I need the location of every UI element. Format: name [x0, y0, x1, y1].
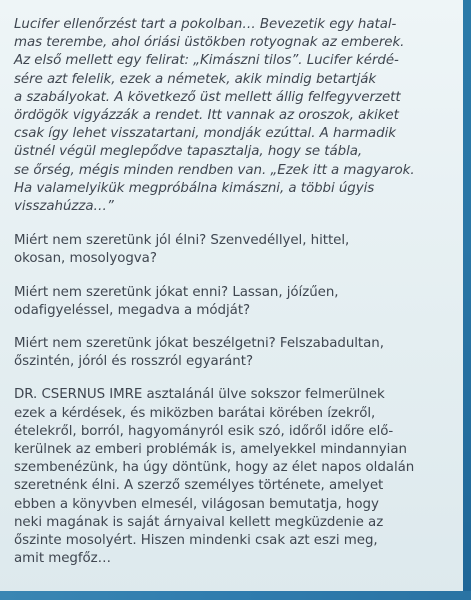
spacer — [14, 371, 458, 386]
question-live: Miért nem szeretünk jól élni? Szenvedéllyel, hittel, okosan, mosolyogva? — [14, 233, 350, 267]
question-eat: Miért nem szeretünk jókat enni? Lassan, jóízűen, odafigyeléssel, megadva a módját? — [14, 284, 339, 318]
intro-anecdote: Lucifer ellenőrzést tart a pokolban… Bevezetik egy hatal- mas terembe, ahol óriási üstökben rotyognak az emberek. Az első mellett egy felirat: „Kimászni tilos”. Lucifer kérdé- sére azt felelik, ezek a németek, akik mindig betartják a szabályokat. A következő üst mellett állig felfegyverzett ördögök vigyázzák a rendet. Itt vannak az oroszok, akiket csak így lehet visszatartani, mondják ezúttal. A harmadik üstnél végül meglepődve tapasztalja, hogy se tábla, se őrség, mégis minden rendben van. „Ezek itt a magyarok. Ha valamelyikük megpróbálna kimászni, a többi úgyis visszahúzza…” — [14, 17, 415, 215]
blurb-text — [14, 16, 458, 568]
spacer — [14, 320, 458, 335]
cover-edge-bottom — [0, 591, 471, 600]
cover-edge-right — [463, 0, 471, 600]
spacer — [14, 269, 458, 284]
question-talk: Miért nem szeretünk jókat beszélgetni? Felszabadultan, őszintén, jóról és rosszról egyaránt? — [14, 336, 384, 370]
author-paragraph: DR. CSERNUS IMRE asztalánál ülve sokszor felmerülnek ezek a kérdések, és miközben barátai körében ízekről, ételekről, borról, hagyományról esik szó, időről időre elő- kerülnek az emberi problémák is, amelyekkel mindannyian szembenézünk, ha úgy döntünk, hogy az élet napos oldalán szeretnénk élni. A szerző személyes története, amelyet ebben a könyvben elmesél, világosan bemutatja, hogy neki magának is saját árnyaival kellett megküzdenie az őszinte mosolyért. Hiszen mindenki csak azt eszi meg, amit megfőz… — [14, 387, 415, 567]
spacer — [14, 216, 458, 232]
